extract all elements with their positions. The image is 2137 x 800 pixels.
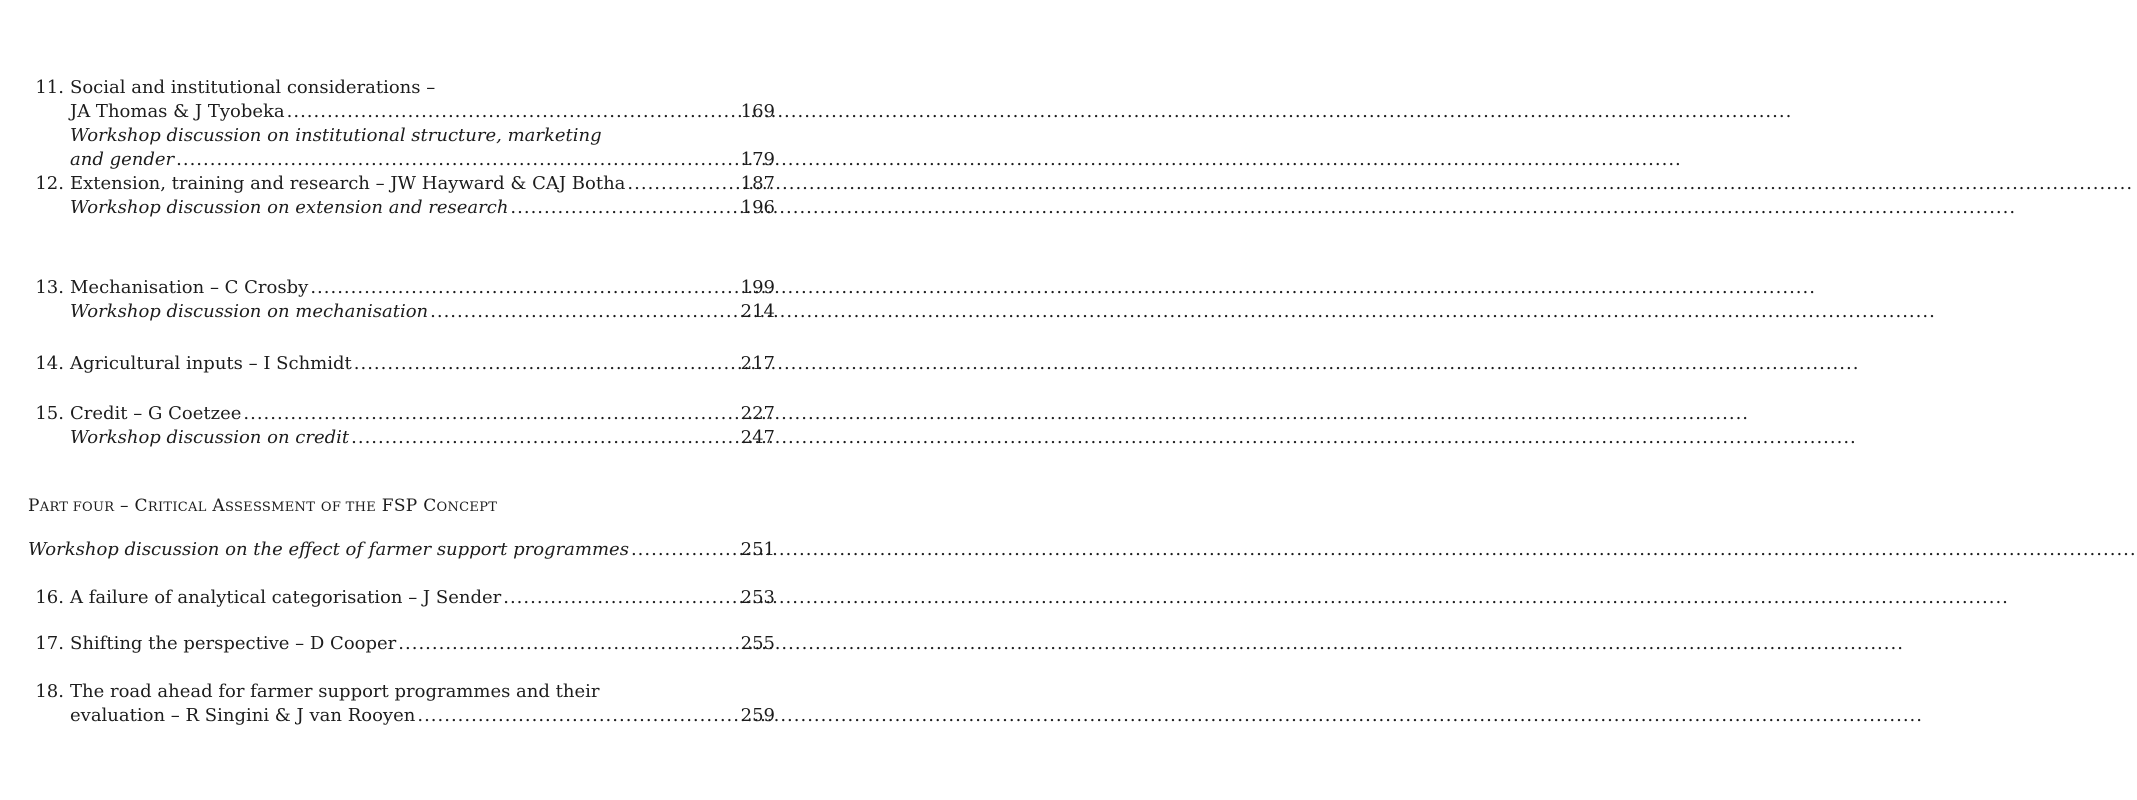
toc-entry-11: [30, 76, 775, 172]
leader-dots: [351, 426, 739, 450]
toc-entry-18: [30, 680, 775, 728]
toc-entry-13: [30, 276, 775, 324]
leader-dots: [430, 300, 739, 324]
workshop-discussion-title-continued: and gender: [70, 149, 175, 170]
entry-number: 18.: [35, 681, 64, 702]
workshop-discussion-title: Workshop discussion on the effect of farmer support programmes: [28, 539, 629, 560]
toc-entry-15: [30, 402, 775, 450]
entry-title-continued: JA Thomas & J Tyobeka: [70, 101, 285, 122]
workshop-discussion-title: Workshop discussion on mechanisation: [70, 301, 429, 322]
entry-title: Credit – G Coetzee: [70, 403, 242, 424]
entry-title: Shifting the perspective – D Cooper: [70, 633, 397, 654]
entry-number: 12.: [35, 173, 64, 194]
leader-dots: [287, 100, 739, 124]
entry-title: Agricultural inputs – I Schmidt: [70, 353, 352, 374]
entry-number: 14.: [35, 353, 64, 374]
entry-title: Extension, training and research – JW Hayward & CAJ Botha: [70, 173, 626, 194]
page-number: 199: [740, 277, 775, 298]
toc-entry-12: [30, 172, 775, 220]
page-number: 217: [740, 353, 775, 374]
leader-dots: [310, 276, 738, 300]
entry-title: Mechanisation – C Crosby: [70, 277, 309, 298]
leader-dots: [243, 402, 738, 426]
leader-dots: [354, 352, 739, 376]
leader-dots: [631, 538, 739, 562]
page-number: 187: [740, 173, 775, 194]
page-number: 214: [740, 301, 775, 322]
part-four-heading: PART FOUR – CRITICAL ASSESSMENT OF THE FSP CONCEPT: [28, 496, 498, 516]
page-number: 179: [740, 149, 775, 170]
page-number: 227: [740, 403, 775, 424]
entry-number: 15.: [35, 403, 64, 424]
page-number: 251: [740, 539, 775, 560]
leader-dots: [417, 704, 738, 728]
entry-number: 16.: [35, 587, 64, 608]
workshop-discussion-title: Workshop discussion on credit: [70, 427, 350, 448]
entry-number: 13.: [35, 277, 64, 298]
leader-dots: [398, 632, 738, 656]
table-of-contents: [0, 0, 800, 800]
entry-title: The road ahead for farmer support programmes and their: [70, 681, 600, 702]
page-number: 247: [740, 427, 775, 448]
toc-entry-17: [30, 632, 775, 656]
leader-dots: [176, 148, 739, 172]
page-number: 169: [740, 101, 775, 122]
entry-number: 11.: [35, 77, 64, 98]
leader-dots: [627, 172, 738, 196]
entry-title-continued: evaluation – R Singini & J van Rooyen: [70, 705, 416, 726]
entry-title: A failure of analytical categorisation – J Sender: [70, 587, 502, 608]
page-number: 255: [740, 633, 775, 654]
toc-entry-fsp-discussion: [28, 538, 775, 562]
page-number: 253: [740, 587, 775, 608]
page-number: 259: [740, 705, 775, 726]
entry-number: 17.: [35, 633, 64, 654]
workshop-discussion-title: Workshop discussion on extension and research: [70, 197, 509, 218]
toc-entry-14: [30, 352, 775, 376]
leader-dots: [510, 196, 738, 220]
workshop-discussion-title: Workshop discussion on institutional structure, marketing: [70, 125, 602, 146]
page-number: 196: [740, 197, 775, 218]
leader-dots: [503, 586, 738, 610]
entry-title: Social and institutional considerations –: [70, 77, 436, 98]
toc-entry-16: [30, 586, 775, 610]
